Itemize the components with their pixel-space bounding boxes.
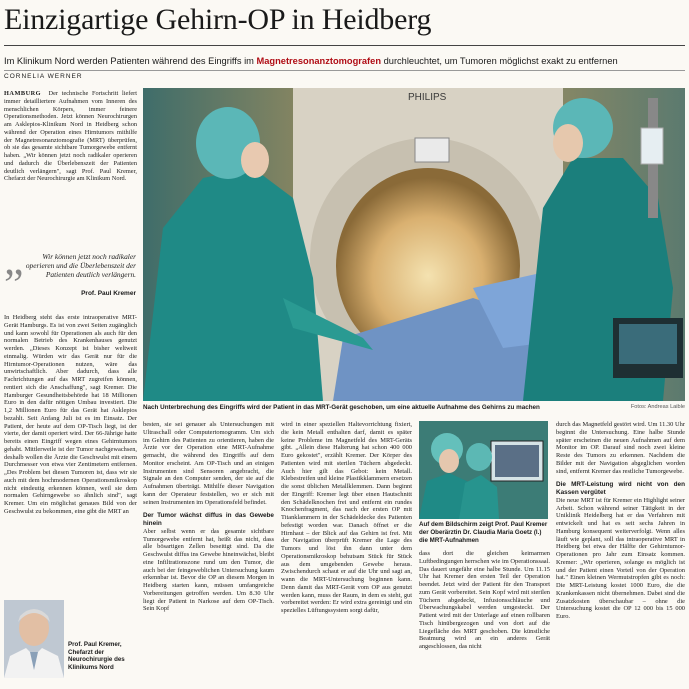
photo-caption-text: Nach Unterbrechung des Eingriffs wird der Patient in das MRT-Gerät geschoben, um eine aktuelle Aufnahme des Gehirns zu machen: [143, 404, 540, 411]
column-3: [281, 421, 412, 679]
subhead-highlight: Magnetresonanztomografen: [256, 56, 382, 66]
column-4-text: dass dort die gleichen keimarmen Luftbedingungen herrschen wie im Operationssaal. Das dauert ungefähr eine halbe Stunde. Um 11.15 Uhr hat Kremer den ersten Teil der Operation beendet. Jetzt wird der Patient für den Transport zum Gerät vorbereitet. Sein Kopf wird mit sterilen Tüchern abgedeckt, Infusionsschläuche und Überwachungskabel werden umgesteckt. Der Patient wird mit der Unterlage auf einen rollbaren Tisch hinübergezogen und von dort auf die Liegefläche des MRT geschoben. Die künstliche Beatmung wird an ein anderes Gerät angeschlossen, das nicht: [419, 550, 550, 650]
subhead: [4, 55, 685, 67]
column-3-text: wird in einer speziellen Haltevorrichtung fixiert, die kein Metall enthalten darf, damit es später keine Probleme im Magnetfeld des MRT-Geräts gibt. „Allein diese Halterung hat schon 400 000 Euro gekostet", erzählt Kremer. Der Körper des Patienten wird mit sterilen Tüchern abgedeckt. Auch hier gilt das Gebot: kein Metall. Klebestreifen und kleine Plastikklammern ersetzen die sonst üblichen Metallklemmen. Dann beginnt der Eingriff: Kremer legt über einen Hautschnitt den Schädelknochen frei und entfernt ein rundes Knochenfragment, das nach der ersten OP mit Titanklammern in der Schädeldecke des Patienten befestigt worden war. Danach öffnet er die Hirnhaut – der Blick auf das Gehirn ist frei. Mit der Navigation überprüft Kremer die Lage des Tumors und löst ihn dann unter dem Operationsmikroskop behutsam Stück für Stück aus dem umgebenden Gewebe heraus. Zwischendurch schaut er auf die Uhr und sagt an, wann die MRT-Untersuchung beginnen kann. Denn damit das MRT-Gerät vom OP aus genutzt werden kann, muss der Raum, in dem es steht, gut vorbereitet werden: Er wird extra gereinigt und ein spezielles Lüftungssystem sorgt dafür,: [281, 421, 412, 614]
column-2-text-1: besten, sie sei genauer als Untersuchungen mit Ultraschall oder Computertomogramm. Um sich im Gehirn des Patienten zu orientieren, haben die Ärzte vor der Operation eine MRT-Aufnahme gemacht, die während des Eingriffs auf dem Monitor erscheint. Am OP-Tisch und an einigen Instrumenten sind Sensoren angebracht, die Signale an den Computer senden, der sie auf die Aufnahmen überträgt. Mithilfe dieser Navigation kann der Operateur feststellen, wo er sich mit seinen Instrumenten im Operationsfeld befindet.: [143, 421, 274, 506]
column-5-midhead: Die MRT-Leistung wird nicht von den Kassen vergütet: [556, 481, 685, 496]
machine-brand-label: PHILIPS: [408, 92, 447, 103]
portrait-photo: [4, 600, 64, 678]
secondary-photo: [419, 421, 548, 519]
column-1-intro: [4, 90, 137, 230]
column-2-text-2: Aber selbst wenn er das gesamte sichtbare Tumorgewebe entfernt hat, heißt das nicht, dass alle bösartigen Zellen beseitigt sind. Da die Geschwulst diffus ins Gewebe hineinwächst, bleibt eine Infiltrationszone rund um den Tumor, die auch bei der feingeweblichen Untersuchung kaum erkennbar ist. Bevor die OP an diesem Morgen in Heidberg starten kann, müssen umfangreiche Vorbereitungen getroffen werden. Um 8.30 Uhr liegt der Patient in Narkose auf dem OP-Tisch. Sein Kopf: [143, 527, 274, 613]
pull-quote: Wir können jetzt noch radikaler operieren und die Überlebenszeit der Patienten deutlich verlängern.: [25, 252, 136, 279]
main-photo: [143, 88, 685, 401]
column-1-body-text: In Heidberg steht das erste intraoperative MRT-Gerät Hamburgs. Es ist von zwei Seiten zugänglich und kann sowohl für Operationen als auch für den normalen Betrieb des Krankenhauses genutzt werden. „Dieses Konzept ist bisher weltweit einmalig. Würden wir das Gerät nur für die Hirntumor-Operationen nutzen, wäre das unwirtschaftlich. Aber dadurch, dass alle Fachrichtungen auf das MRT zugreifen können, rentiert sich die Anschaffung", sagt Kremer. Die Hamburger Gesundheitsbehörde hat 18 Millionen Euro in den dafür nötigen Umbau investiert. Die 1,2 Millionen Euro für das Gerät hat Asklepios bezahlt. Seit Anfang Juli ist es im Einsatz. Der Patient, der heute auf dem OP-Tisch liegt, ist der vierte, der damit operiert wird. Der 66-Jährige hatte bereits einen Eingriff wegen eines Gehirntumors gehabt. Mittlerweile ist der Tumor nachgewachsen, deshalb wollen die Ärzte die Geschwulst mit einem Durchmesser von etwa vier Zentimetern entfernen. „Des Problem bei diesen Tumoren ist, dass wir sie auch mit dem hochmodernen Operationsmikroskop nicht eindeutig erkennen können, weil sie dem normalen Gehirngewebe so ähnlich sind", sagt Kremer. Um ein möglichst genaues Bild von der Geschwulst zu bekommen, eine gibt die MRT an: [4, 314, 137, 515]
subhead-rule: [4, 70, 685, 71]
column-4: [419, 550, 550, 679]
dateline: HAMBURG: [4, 90, 42, 97]
surgery-illustration: [143, 88, 685, 401]
intro-text: Der technische Fortschritt liefert immer detailliertere Aufnahmen vom Inneren des menschlichen Körpers, immer feinere Operationsmethoden. Jetzt können Neurochirurgen am Asklepios-Klinikum Nord in Heidberg schon während der Operation eines Hirntumors mithilfe der Magnetresonanztomografie (MRT) überprüfen, ob sie das gesamte sichtbare Tumorgewebe entfernt haben. „Wir können jetzt noch radikaler operieren und dadurch die Überlebenszeit der Patienten deutlich verlängern", sagt Prof. Paul Kremer, Chefarzt der Neurochirurgie am Klinikum Nord.: [4, 90, 137, 183]
doctors-at-monitor-illustration: [419, 421, 548, 519]
quote-mark-icon: „: [4, 235, 24, 284]
photo-credit: Fotos: Andreas Laible: [630, 404, 685, 410]
headline-rule: [4, 45, 685, 46]
subhead-part1: Im Klinikum Nord werden Patienten während des Eingriffs im: [4, 56, 257, 66]
column-2: [143, 421, 274, 679]
subhead-part2: durchleuchtet, um Tumoren möglichst exakt zu entfernen: [381, 56, 618, 66]
portrait-illustration: [4, 600, 64, 678]
column-2-midhead: Der Tumor wächst diffus in das Gewebe hinein: [143, 512, 274, 527]
byline: CORNELIA WERNER: [4, 73, 83, 80]
column-5-text-2: Die neue MRT ist für Kremer ein Highlight seiner Arbeit. Schon während seiner Tätigkeit in der Uniklinik Heidelberg hat er das Verfahren mit entwickelt und hat es seit sechs Jahren in Hamburg konsequent weiterverfolgt. Wenn alles läuft wie geplant, soll das intraoperative MRT in Heidberg bei etwa der Hälfte der Gehirntumor-Operationen pro Jahr zum Einsatz kommen. Kremer: „Wir operieren, solange es möglich ist und der Patient einen Vorteil von der Operation hat." Einen kleinen Wermutstropfen gibt es noch: Die MRT-Leistung kostet 1000 Euro, die die Krankenkassen nicht übernehmen. Dabei sind die Zusatzkosten überschaubar – ohne die Untersuchung kostet die OP 12 000 bis 15 000 Euro.: [556, 496, 685, 620]
headline: Einzigartige Gehirn-OP in Heidberg: [4, 3, 432, 36]
photo-caption: [143, 404, 685, 412]
portrait-caption: Prof. Paul Kremer, Chefarzt der Neurochirurgie des Klinikums Nord: [68, 641, 125, 671]
pull-quote-author: Prof. Paul Kremer: [81, 290, 136, 297]
column-1-body: [4, 314, 137, 596]
column-5-text-1: durch das Magnetfeld gestört wird. Um 11.30 Uhr beginnt die Untersuchung. Eine halbe Stunde später erscheinen die neuen Aufnahmen auf dem Monitor im OP. Darauf sind noch zwei kleine Reste des Tumors zu erkennen. Nachdem die Bilder mit der Navigation abgeglichen worden sind, entfernt Kremer das restliche Tumorgewebe.: [556, 421, 685, 475]
secondary-photo-caption: Auf dem Bildschirm zeigt Prof. Paul Kremer der Oberärztin Dr. Claudia Maria Goetz (l.) die MRT-Aufnahmen: [419, 521, 548, 544]
column-5: [556, 421, 685, 679]
